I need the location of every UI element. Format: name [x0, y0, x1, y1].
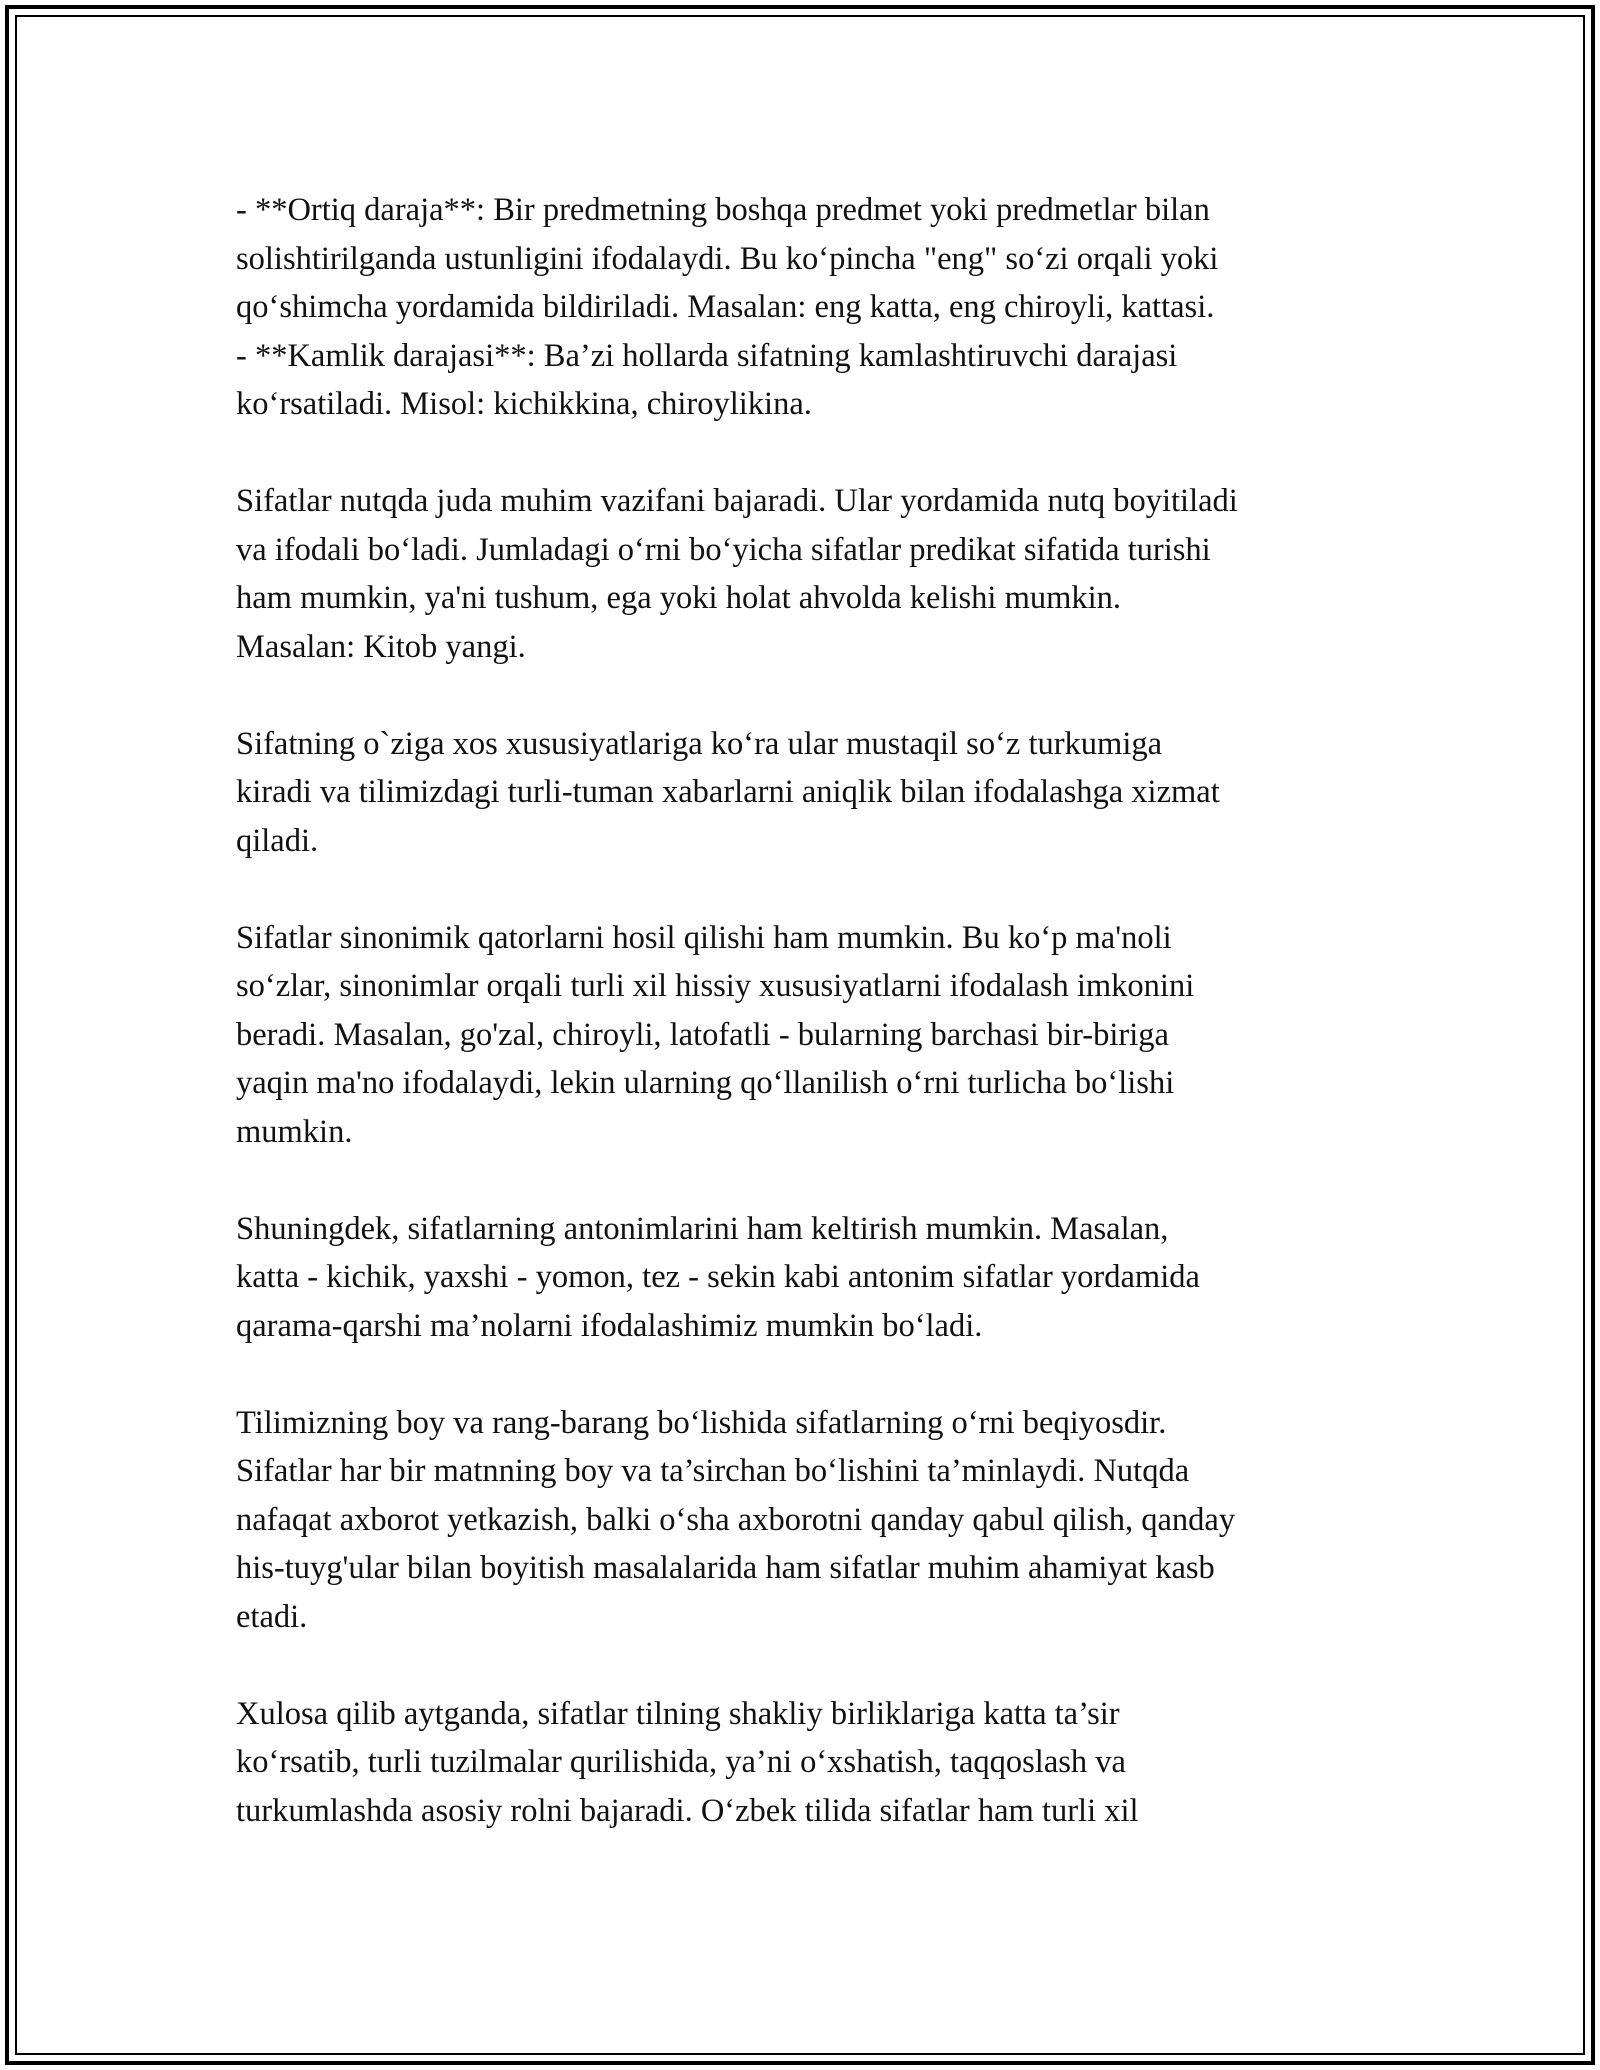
text-line: qo‘shimcha yordamida bildiriladi. Masalan: eng katta, eng chiroyli, kattasi.: [236, 289, 1215, 325]
text-line: nafaqat axborot yetkazish, balki o‘sha axborotni qanday qabul qilish, qanday: [236, 1501, 1236, 1538]
text-line: ham mumkin, ya'ni tushum, ega yoki holat ahvolda kelishi mumkin.: [236, 580, 1122, 616]
text-line: Sifatning o`ziga xos xususiyatlariga ko‘ra ular mustaqil so‘z turkumiga: [236, 725, 1163, 762]
text-line: Sifatlar sinonimik qatorlarni hosil qilishi ham mumkin. Bu ko‘p ma'noli: [236, 919, 1172, 956]
text-line: ko‘rsatib, turli tuzilmalar qurilishida, ya’ni o‘xshatish, taqqoslash va: [236, 1744, 1126, 1780]
paragraph-conclusion: [236, 1690, 1386, 1836]
paragraph-synonyms: [236, 914, 1386, 1157]
text-line: Xulosa qilib aytganda, sifatlar tilning shakliy birliklariga katta ta’sir: [236, 1695, 1120, 1732]
paragraph-speech-function: [236, 477, 1386, 671]
text-line: - **Ortiq daraja**: Bir predmetning boshqa predmet yoki predmetlar bilan: [236, 192, 1210, 228]
text-line: qarama-qarshi ma’nolarni ifodalashimiz mumkin bo‘ladi.: [236, 1307, 983, 1344]
text-line: Shuningdek, sifatlarning antonimlarini ham keltirish mumkin. Masalan,: [236, 1210, 1169, 1247]
paragraph-degree-list: [236, 186, 1386, 429]
text-line: Sifatlar nutqda juda muhim vazifani bajaradi. Ular yordamida nutq boyitiladi: [236, 483, 1238, 519]
text-line: ko‘rsatiladi. Misol: kichikkina, chiroylikina.: [236, 386, 812, 422]
text-line: katta - kichik, yaxshi - yomon, tez - sekin kabi antonim sifatlar yordamida: [236, 1259, 1200, 1295]
document-body: [236, 186, 1386, 1835]
text-line: va ifodali bo‘ladi. Jumladagi o‘rni bo‘yicha sifatlar predikat sifatida turishi: [236, 531, 1211, 568]
paragraph-characteristics: [236, 720, 1386, 866]
text-line: beradi. Masalan, go'zal, chiroyli, latofatli - bularning barchasi bir-biriga: [236, 1016, 1169, 1053]
text-line: Tilimizning boy va rang-barang bo‘lishida sifatlarning o‘rni beqiyosdir.: [236, 1404, 1167, 1441]
text-line: Masalan: Kitob yangi.: [236, 628, 526, 665]
text-line: solishtirilganda ustunligini ifodalaydi. Bu ko‘pincha "eng" so‘zi orqali yoki: [236, 240, 1219, 277]
text-line: kiradi va tilimizdagi turli-tuman xabarlarni aniqlik bilan ifodalashga xizmat: [236, 774, 1220, 810]
text-line: turkumlashda asosiy rolni bajaradi. O‘zbek tilida sifatlar ham turli xil: [236, 1792, 1139, 1829]
text-line: his-tuyg'ular bilan boyitish masalalarida ham sifatlar muhim ahamiyat kasb: [236, 1550, 1215, 1586]
text-line: - **Kamlik darajasi**: Ba’zi hollarda sifatning kamlashtiruvchi darajasi: [236, 337, 1178, 374]
paragraph-antonyms: [236, 1205, 1386, 1351]
paragraph-richness: [236, 1399, 1386, 1642]
text-line: etadi.: [236, 1598, 308, 1635]
text-line: yaqin ma'no ifodalaydi, lekin ularning qo‘llanilish o‘rni turlicha bo‘lishi: [236, 1065, 1175, 1101]
text-line: qiladi.: [236, 822, 319, 859]
text-line: mumkin.: [236, 1113, 353, 1150]
text-line: so‘zlar, sinonimlar orqali turli xil hissiy xususiyatlarni ifodalash imkonini: [236, 968, 1195, 1004]
text-line: Sifatlar har bir matnning boy va ta’sirchan bo‘lishini ta’minlaydi. Nutqda: [236, 1453, 1190, 1489]
